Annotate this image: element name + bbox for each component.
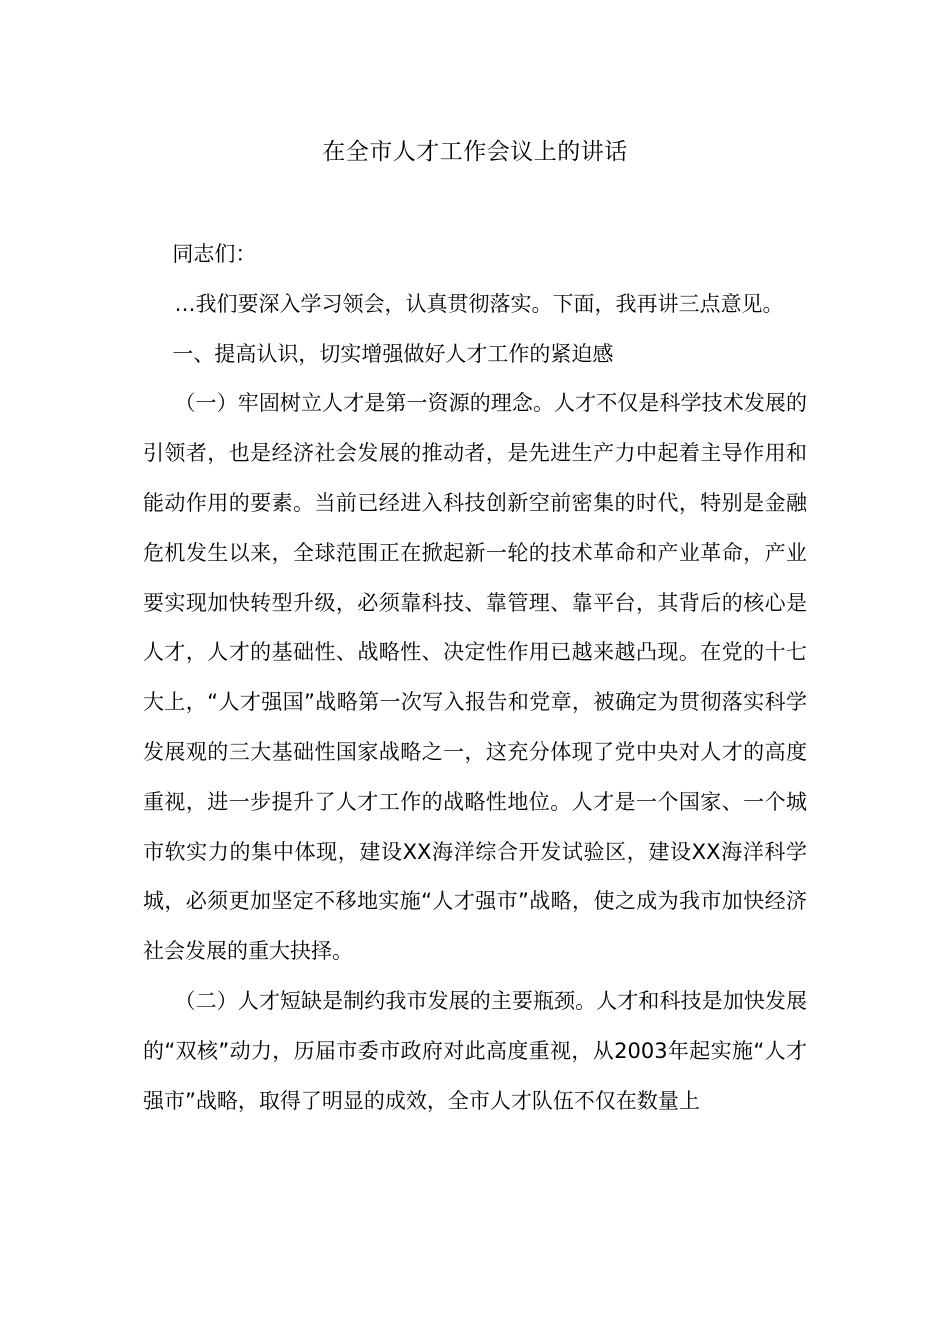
document-body bbox=[143, 230, 807, 1126]
salutation: 同志们： bbox=[172, 242, 257, 266]
intro-paragraph: …我们要深入学习领会，认真贯彻落实。下面，我再讲三点意见。 bbox=[174, 291, 784, 316]
document-title: 在全市人才工作会议上的讲话 bbox=[322, 139, 628, 165]
paragraph-2: （二）人才短缺是制约我市发展的主要瓶颈。人才和科技是加快发展的“双核”动力，历届市委市政府对此高度重视，从2003年起实施“人才强市”战略，取得了明显的成效，全市人才队伍不仅在数量上 bbox=[143, 988, 807, 1113]
section-heading-1: 一、提高认识，切实增强做好人才工作的紧迫感 bbox=[172, 341, 614, 366]
paragraph-1: （一）牢固树立人才是第一资源的理念。人才不仅是科学技术发展的引领者，也是经济社会发展的推动者，是先进生产力中起着主导作用和能动作用的要素。当前已经进入科技创新空前密集的时代，特别是金融危机发生以来，全球范围正在掀起新一轮的技术革命和产业革命，产业要实现加快转型升级，必须靠科技、靠管理、靠平台，其背后的核心是人才，人才的基础性、战略性、决定性作用已越来越凸现。在党的十七大上，“人才强国”战略第一次写入报告和党章，被确定为贯彻落实科学发展观的三大基础性国家战略之一，这充分体现了党中央对人才的高度重视，进一步提升了人才工作的战略性地位。人才是一个国家、一个城市软实力的集中体现，建设XX海洋综合开发试验区，建设XX海洋科学城，必须更加坚定不移地实施“人才强市”战略，使之成为我市加快经济社会发展的重大抉择。 bbox=[143, 391, 807, 964]
